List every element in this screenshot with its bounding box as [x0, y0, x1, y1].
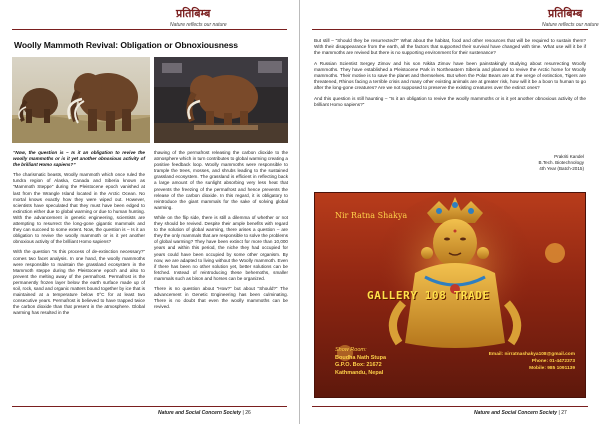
- masthead-tagline: Nature reflects our nature: [170, 22, 227, 28]
- author-signature: [539, 154, 584, 172]
- artist-name: Nir Ratna Shakya: [335, 211, 408, 220]
- paragraph: While on the flip side, there is still a dilemma of whether or not they should be revived. Despite their ample benefits with regard to the solution of global warming, there arises a question – are they the only mammals that are responsible to solve the problems of global warming? They have been extinct for more than 10,000 years and within this period, the niche they had occupied for years could have been occupied by some other organism. By now, we are adapted to living without the Woolly mammoth. Even if there has been no other solution yet, better solutions can be fetched. Instead of reintroducing these behemoths, smaller mammals such as bison and horses can be organized.: [154, 214, 288, 281]
- pull-quote: “Now, the question is – Is it an obligation to revive the woolly mammoths or is it yet another obnoxious activity of the brilliant Homo sapiens?”: [13, 150, 145, 168]
- paragraph: There is no question about “How?” but about “Should?” The advancement in Genetic Engineering has been culminating. There is no doubt that even the woolly mammoths can be revived.: [154, 285, 288, 310]
- masthead-tagline: Nature reflects our nature: [542, 22, 599, 28]
- paragraph: A Russian Scientist Sergey Zimov and his son Nikita Zimov have been painstakingly studying about resurrecting Woolly mammoths. They have established a Pleistocene Park in Northeastern Siberia and planned to revive the Arctic home for Woolly mammoths. Their motive is to save the planet and themselves. But when the Polar Bears are at the verge of extinction, Tigers are threatened, Rhinos facing a terrible crisis and many other existing animals are at greater risk, how will it be a boon to human to go after the long-gone creatures? Are we not supposed to preserve the existing creatures over the extinct ones?: [314, 61, 586, 90]
- footer-rule: [312, 406, 588, 407]
- paragraph: But still – “Should they be resurrected?” What about the habitat, food and other resources that will be required to sustain them? With their disappearance from the earth, all the factors that supported their survival have changed with time. What use will it be if the mammoths are revived but there is no supporting environment for their sustenance?: [314, 38, 586, 55]
- author-name: Prakriti Kandel: [554, 154, 584, 159]
- paragraph: With the question “Is this process of de-extinction necessary?” comes two facet analysis. In one hand, the woolly mammoths were responsible to maintain the grassland ecosystem in the Mammoth steppe during the Pleistocene epoch and also to prevent the melting away of the permafrost. Permafrost is the permanently frozen layer below the earth surface made up of soil, rock, sand and organic matters bound together by ice that is maintained at a temperature below 0°C for at least two consecutive years. Permafrost is believed to have trapped twice the carbon dioxide than that present in the atmosphere. Global warming has resulted in the: [13, 249, 145, 316]
- masthead-title: प्रतिबिम्ब: [176, 7, 211, 20]
- page-header: [300, 0, 600, 36]
- page-footer: Nature and Social Concern Society | 27: [474, 410, 567, 416]
- article-column-1: [13, 150, 145, 320]
- showroom-line: Boudha Nath Stupa: [335, 354, 387, 361]
- paragraph: And this question is still haunting – “Is it an obligation to revive the woolly mammoths or is it yet another obnoxious activity of the brilliant Homo sapiens?”: [314, 96, 586, 107]
- showroom-line: Kathmandu, Nepal: [335, 369, 384, 376]
- footer-publication: Nature and Social Concern Society: [158, 410, 242, 416]
- author-program: B.Tech. Biotechnology: [538, 160, 584, 165]
- contact-phone: Phone: 01-4472373: [531, 359, 575, 365]
- showroom-address: [335, 347, 386, 377]
- gallery-advertisement: [314, 192, 586, 398]
- page-27: [300, 0, 600, 424]
- mammoth-museum-photo: [154, 57, 288, 143]
- mammoth-outdoor-photo: [12, 57, 150, 143]
- page-footer: Nature and Social Concern Society | 26: [158, 410, 251, 416]
- page-header: [0, 0, 299, 36]
- page-number: 26: [245, 410, 251, 416]
- footer-publication: Nature and Social Concern Society: [474, 410, 558, 416]
- masthead-title: प्रतिबिम्ब: [548, 7, 583, 20]
- gallery-name: GALLERY 108 TRADE: [367, 289, 490, 302]
- author-year: 4th Year (Batch-2015): [539, 166, 584, 171]
- page-number: 27: [561, 410, 567, 416]
- header-rule: [12, 29, 287, 30]
- paragraph: The charismatic beasts, Woolly mammoth which once ruled the tundra region of Alaska, Canada and Siberia known as “Mammoth Steppe” during the Pleistocene epoch vanished at last from the Wrangle Island located in the Arctic Ocean. No mortal knows exactly how they were wiped out. However, scientists have speculated that they must have been edged to extinction either due to global warming or due to human hunting. With the advancement in genetic engineering, scientists are attempting to resurrect the long-gone gigantic mammals and they can succeed to some extent. Now, the question is – Is it an obligation to revive the woolly mammoth or is it yet another obnoxious activity of the brilliant Homo sapiens?: [13, 172, 145, 245]
- showroom-label: Show Room:: [335, 347, 367, 353]
- showroom-line: G.P.O. Box: 21672: [335, 362, 382, 368]
- article-column-3: [314, 38, 586, 113]
- contact-mobile: Mobile: 985 1091139: [529, 366, 575, 372]
- article-column-2: [154, 150, 288, 314]
- footer-rule: [12, 406, 287, 407]
- gallery-contact: [489, 351, 575, 373]
- paragraph: thawing of the permafrost releasing the carbon dioxide to the atmosphere which in turn contributes to global warming creating a positive feedback loop. Woolly mammoths were responsible to trample the trees, mosses, and shrubs leading to the sustained grassland ecosystem. The grassland is efficient in reflecting back a large amount of the sunlight absorbing very less heat that prevents the freezing of the permafrost and hence prevents the release of the carbon dioxide. In this regard, it is obligatory to reintroduce the giant mammals for the sake of solving global warming.: [154, 150, 288, 210]
- article-title: Woolly Mammoth Revival: Obligation or Obnoxiousness: [14, 40, 238, 50]
- header-rule: [312, 29, 588, 30]
- contact-email: Email: nirratnashakya108@gmail.com: [488, 352, 575, 357]
